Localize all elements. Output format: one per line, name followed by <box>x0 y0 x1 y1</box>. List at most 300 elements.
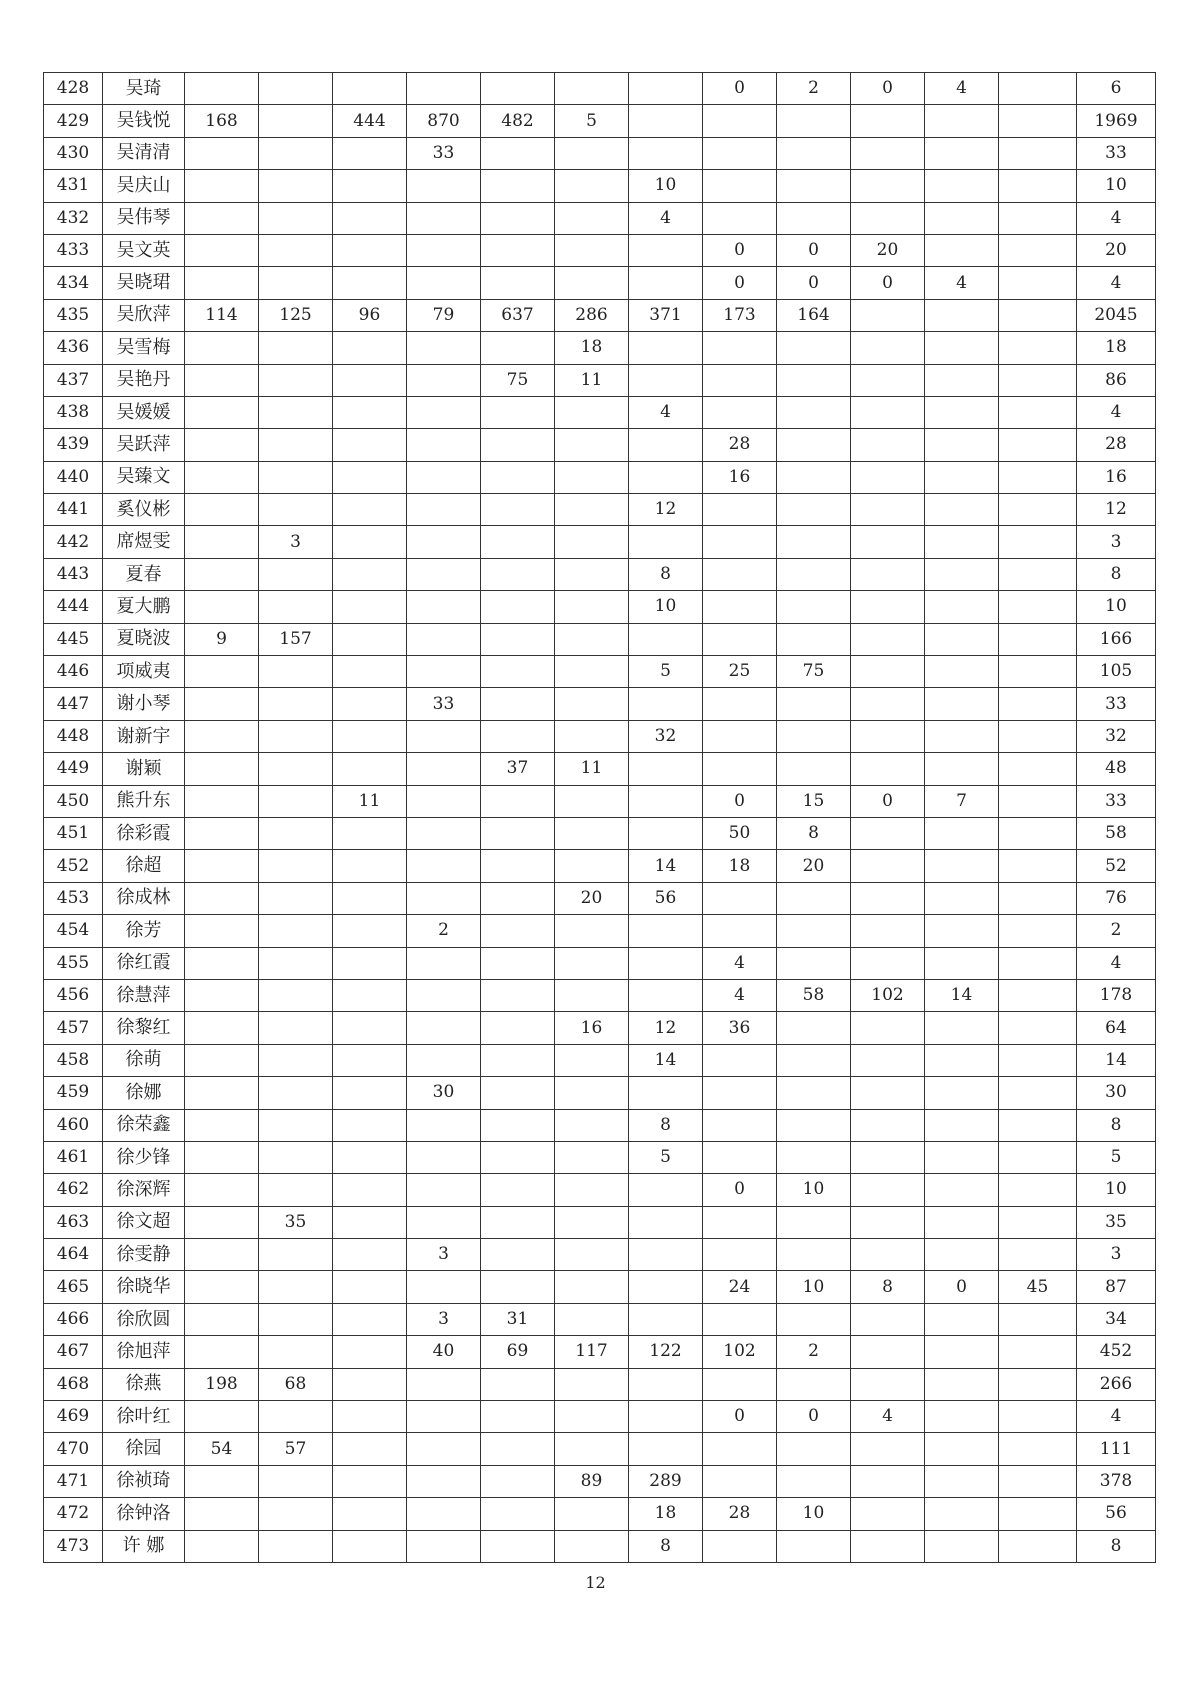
table-row <box>44 170 1156 202</box>
value-cell <box>407 1012 481 1044</box>
value-cell <box>259 1044 333 1076</box>
value-cell: 32 <box>629 720 703 752</box>
total-cell: 5 <box>1077 1141 1156 1173</box>
value-cell <box>333 817 407 849</box>
name-cell: 吴清清 <box>103 137 185 169</box>
row-number-cell: 458 <box>44 1044 103 1076</box>
value-cell <box>555 526 629 558</box>
value-cell <box>555 1206 629 1238</box>
value-cell <box>925 1077 999 1109</box>
value-cell <box>851 526 925 558</box>
value-cell <box>999 234 1077 266</box>
table-row <box>44 137 1156 169</box>
value-cell <box>851 1465 925 1497</box>
value-cell <box>851 396 925 428</box>
total-cell: 6 <box>1077 73 1156 105</box>
value-cell <box>925 494 999 526</box>
value-cell <box>703 105 777 137</box>
value-cell <box>851 720 925 752</box>
value-cell <box>999 1174 1077 1206</box>
value-cell: 289 <box>629 1465 703 1497</box>
value-cell: 11 <box>555 364 629 396</box>
value-cell <box>777 753 851 785</box>
value-cell <box>481 1498 555 1530</box>
table-row <box>44 299 1156 331</box>
value-cell <box>407 429 481 461</box>
value-cell <box>629 1077 703 1109</box>
value-cell <box>629 623 703 655</box>
total-cell: 8 <box>1077 1530 1156 1562</box>
value-cell <box>555 170 629 202</box>
value-cell <box>999 332 1077 364</box>
value-cell <box>185 1141 259 1173</box>
table-row <box>44 1401 1156 1433</box>
value-cell <box>333 494 407 526</box>
value-cell <box>333 1401 407 1433</box>
value-cell <box>555 73 629 105</box>
value-cell <box>407 1530 481 1562</box>
total-cell: 35 <box>1077 1206 1156 1238</box>
table-row <box>44 947 1156 979</box>
value-cell: 286 <box>555 299 629 331</box>
table-row <box>44 429 1156 461</box>
value-cell <box>925 1530 999 1562</box>
value-cell <box>999 947 1077 979</box>
name-cell: 项威夷 <box>103 656 185 688</box>
name-cell: 徐祯琦 <box>103 1465 185 1497</box>
value-cell <box>629 1401 703 1433</box>
value-cell <box>851 1109 925 1141</box>
value-cell <box>851 1498 925 1530</box>
value-cell <box>407 558 481 590</box>
value-cell: 33 <box>407 137 481 169</box>
total-cell: 266 <box>1077 1368 1156 1400</box>
row-number-cell: 448 <box>44 720 103 752</box>
value-cell <box>851 1336 925 1368</box>
value-cell <box>407 882 481 914</box>
total-cell: 16 <box>1077 461 1156 493</box>
total-cell: 10 <box>1077 170 1156 202</box>
value-cell <box>407 170 481 202</box>
value-cell <box>333 1433 407 1465</box>
value-cell: 75 <box>777 656 851 688</box>
value-cell <box>333 915 407 947</box>
value-cell <box>777 1368 851 1400</box>
value-cell <box>185 1109 259 1141</box>
value-cell <box>259 494 333 526</box>
total-cell: 48 <box>1077 753 1156 785</box>
value-cell <box>999 850 1077 882</box>
value-cell <box>333 656 407 688</box>
value-cell: 444 <box>333 105 407 137</box>
value-cell <box>407 785 481 817</box>
value-cell <box>407 591 481 623</box>
table-row <box>44 1465 1156 1497</box>
value-cell <box>925 1109 999 1141</box>
row-number-cell: 450 <box>44 785 103 817</box>
value-cell <box>999 461 1077 493</box>
value-cell: 3 <box>407 1239 481 1271</box>
value-cell <box>407 1401 481 1433</box>
total-cell: 33 <box>1077 688 1156 720</box>
value-cell <box>851 688 925 720</box>
value-cell <box>185 429 259 461</box>
value-cell: 8 <box>629 1530 703 1562</box>
value-cell <box>629 1433 703 1465</box>
total-cell: 64 <box>1077 1012 1156 1044</box>
name-cell: 吴欣萍 <box>103 299 185 331</box>
value-cell <box>925 1336 999 1368</box>
value-cell <box>259 591 333 623</box>
value-cell <box>481 623 555 655</box>
value-cell: 20 <box>777 850 851 882</box>
value-cell <box>259 1077 333 1109</box>
value-cell <box>999 1530 1077 1562</box>
value-cell: 0 <box>703 267 777 299</box>
value-cell <box>629 817 703 849</box>
value-cell <box>777 494 851 526</box>
value-cell <box>851 1433 925 1465</box>
value-cell <box>555 429 629 461</box>
value-cell <box>333 170 407 202</box>
value-cell <box>555 979 629 1011</box>
table-row <box>44 623 1156 655</box>
value-cell <box>185 915 259 947</box>
value-cell: 9 <box>185 623 259 655</box>
total-cell: 18 <box>1077 332 1156 364</box>
table-row <box>44 785 1156 817</box>
value-cell: 16 <box>703 461 777 493</box>
value-cell <box>185 1303 259 1335</box>
value-cell <box>703 396 777 428</box>
value-cell <box>185 234 259 266</box>
name-cell: 奚仪彬 <box>103 494 185 526</box>
value-cell <box>481 1109 555 1141</box>
value-cell <box>185 137 259 169</box>
data-table <box>43 72 1156 1563</box>
value-cell <box>925 526 999 558</box>
value-cell: 0 <box>777 267 851 299</box>
value-cell: 33 <box>407 688 481 720</box>
name-cell: 徐雯静 <box>103 1239 185 1271</box>
value-cell: 18 <box>703 850 777 882</box>
value-cell <box>703 558 777 590</box>
value-cell <box>259 73 333 105</box>
row-number-cell: 436 <box>44 332 103 364</box>
name-cell: 徐燕 <box>103 1368 185 1400</box>
value-cell <box>407 1465 481 1497</box>
value-cell: 54 <box>185 1433 259 1465</box>
value-cell <box>999 429 1077 461</box>
value-cell: 14 <box>629 1044 703 1076</box>
row-number-cell: 441 <box>44 494 103 526</box>
value-cell <box>703 753 777 785</box>
row-number-cell: 453 <box>44 882 103 914</box>
value-cell <box>333 137 407 169</box>
value-cell <box>703 364 777 396</box>
value-cell <box>703 1368 777 1400</box>
value-cell <box>629 526 703 558</box>
value-cell <box>259 1239 333 1271</box>
value-cell <box>259 882 333 914</box>
value-cell: 58 <box>777 979 851 1011</box>
value-cell: 4 <box>925 267 999 299</box>
value-cell <box>185 494 259 526</box>
total-cell: 10 <box>1077 1174 1156 1206</box>
value-cell <box>777 170 851 202</box>
value-cell <box>999 137 1077 169</box>
total-cell: 8 <box>1077 1109 1156 1141</box>
value-cell: 0 <box>851 73 925 105</box>
value-cell <box>481 785 555 817</box>
name-cell: 徐黎红 <box>103 1012 185 1044</box>
value-cell <box>481 688 555 720</box>
value-cell <box>333 591 407 623</box>
value-cell <box>629 461 703 493</box>
value-cell <box>925 1239 999 1271</box>
value-cell <box>999 720 1077 752</box>
value-cell: 168 <box>185 105 259 137</box>
name-cell: 徐旭萍 <box>103 1336 185 1368</box>
row-number-cell: 440 <box>44 461 103 493</box>
value-cell <box>481 591 555 623</box>
value-cell <box>333 1239 407 1271</box>
value-cell: 0 <box>703 73 777 105</box>
value-cell <box>777 526 851 558</box>
value-cell <box>703 202 777 234</box>
value-cell <box>555 817 629 849</box>
value-cell <box>333 526 407 558</box>
value-cell: 10 <box>629 591 703 623</box>
value-cell <box>777 1303 851 1335</box>
value-cell <box>407 1174 481 1206</box>
value-cell: 24 <box>703 1271 777 1303</box>
row-number-cell: 435 <box>44 299 103 331</box>
value-cell <box>333 623 407 655</box>
value-cell <box>925 202 999 234</box>
value-cell <box>777 1465 851 1497</box>
value-cell <box>555 1530 629 1562</box>
value-cell <box>481 1465 555 1497</box>
value-cell <box>481 1174 555 1206</box>
row-number-cell: 460 <box>44 1109 103 1141</box>
total-cell: 30 <box>1077 1077 1156 1109</box>
value-cell <box>703 623 777 655</box>
row-number-cell: 451 <box>44 817 103 849</box>
value-cell <box>999 1465 1077 1497</box>
value-cell <box>555 1077 629 1109</box>
value-cell <box>259 1465 333 1497</box>
value-cell <box>703 1077 777 1109</box>
value-cell <box>555 1401 629 1433</box>
value-cell <box>259 720 333 752</box>
name-cell: 徐超 <box>103 850 185 882</box>
value-cell <box>185 364 259 396</box>
value-cell <box>481 947 555 979</box>
name-cell: 夏晓波 <box>103 623 185 655</box>
total-cell: 4 <box>1077 202 1156 234</box>
value-cell: 68 <box>259 1368 333 1400</box>
value-cell <box>777 720 851 752</box>
page-number: 12 <box>585 1573 606 1592</box>
value-cell <box>333 396 407 428</box>
name-cell: 徐园 <box>103 1433 185 1465</box>
value-cell <box>629 915 703 947</box>
value-cell <box>259 234 333 266</box>
total-cell: 2045 <box>1077 299 1156 331</box>
value-cell: 35 <box>259 1206 333 1238</box>
value-cell <box>407 202 481 234</box>
name-cell: 熊升东 <box>103 785 185 817</box>
row-number-cell: 464 <box>44 1239 103 1271</box>
value-cell <box>259 1141 333 1173</box>
value-cell <box>777 137 851 169</box>
value-cell <box>185 1012 259 1044</box>
value-cell <box>851 364 925 396</box>
row-number-cell: 461 <box>44 1141 103 1173</box>
value-cell: 8 <box>777 817 851 849</box>
value-cell <box>851 105 925 137</box>
value-cell: 8 <box>629 1109 703 1141</box>
value-cell <box>777 332 851 364</box>
value-cell <box>185 170 259 202</box>
value-cell <box>777 202 851 234</box>
value-cell <box>851 656 925 688</box>
value-cell <box>851 1206 925 1238</box>
value-cell <box>407 267 481 299</box>
value-cell <box>777 1012 851 1044</box>
table-row <box>44 591 1156 623</box>
name-cell: 吴艳丹 <box>103 364 185 396</box>
table-row <box>44 720 1156 752</box>
row-number-cell: 465 <box>44 1271 103 1303</box>
value-cell <box>925 105 999 137</box>
value-cell: 37 <box>481 753 555 785</box>
name-cell: 徐红霞 <box>103 947 185 979</box>
value-cell <box>259 396 333 428</box>
row-number-cell: 459 <box>44 1077 103 1109</box>
value-cell <box>407 526 481 558</box>
name-cell: 谢小琴 <box>103 688 185 720</box>
value-cell <box>851 170 925 202</box>
value-cell <box>629 364 703 396</box>
name-cell: 夏大鹏 <box>103 591 185 623</box>
value-cell <box>259 688 333 720</box>
value-cell <box>999 1336 1077 1368</box>
value-cell <box>185 1401 259 1433</box>
value-cell <box>925 429 999 461</box>
value-cell <box>925 1044 999 1076</box>
table-body <box>44 73 1156 1563</box>
value-cell: 12 <box>629 1012 703 1044</box>
total-cell: 3 <box>1077 526 1156 558</box>
value-cell <box>555 1141 629 1173</box>
value-cell <box>851 202 925 234</box>
value-cell <box>851 753 925 785</box>
table-row <box>44 1530 1156 1562</box>
name-cell: 徐欣圆 <box>103 1303 185 1335</box>
value-cell <box>481 1077 555 1109</box>
name-cell: 吴跃萍 <box>103 429 185 461</box>
value-cell <box>999 364 1077 396</box>
value-cell <box>333 1271 407 1303</box>
value-cell <box>333 558 407 590</box>
table-row <box>44 267 1156 299</box>
total-cell: 10 <box>1077 591 1156 623</box>
value-cell <box>333 1174 407 1206</box>
value-cell <box>555 267 629 299</box>
value-cell: 5 <box>555 105 629 137</box>
value-cell <box>777 915 851 947</box>
total-cell: 8 <box>1077 558 1156 590</box>
value-cell <box>555 1368 629 1400</box>
value-cell <box>999 1433 1077 1465</box>
row-number-cell: 443 <box>44 558 103 590</box>
value-cell <box>777 364 851 396</box>
value-cell: 125 <box>259 299 333 331</box>
value-cell <box>629 947 703 979</box>
value-cell <box>333 429 407 461</box>
value-cell <box>851 1012 925 1044</box>
value-cell <box>555 1044 629 1076</box>
value-cell: 28 <box>703 1498 777 1530</box>
value-cell <box>999 1401 1077 1433</box>
value-cell <box>703 1044 777 1076</box>
total-cell: 378 <box>1077 1465 1156 1497</box>
value-cell <box>999 1498 1077 1530</box>
value-cell <box>999 105 1077 137</box>
value-cell: 637 <box>481 299 555 331</box>
value-cell: 114 <box>185 299 259 331</box>
total-cell: 166 <box>1077 623 1156 655</box>
value-cell <box>185 461 259 493</box>
value-cell <box>777 1206 851 1238</box>
value-cell <box>925 591 999 623</box>
value-cell <box>333 1109 407 1141</box>
value-cell <box>481 915 555 947</box>
value-cell <box>925 1498 999 1530</box>
value-cell: 4 <box>925 73 999 105</box>
value-cell: 173 <box>703 299 777 331</box>
name-cell: 徐深辉 <box>103 1174 185 1206</box>
row-number-cell: 434 <box>44 267 103 299</box>
row-number-cell: 467 <box>44 1336 103 1368</box>
value-cell: 870 <box>407 105 481 137</box>
value-cell <box>999 1012 1077 1044</box>
value-cell <box>999 526 1077 558</box>
value-cell <box>555 656 629 688</box>
value-cell <box>925 688 999 720</box>
total-cell: 105 <box>1077 656 1156 688</box>
table-row <box>44 915 1156 947</box>
value-cell <box>333 720 407 752</box>
value-cell <box>629 1206 703 1238</box>
value-cell <box>185 73 259 105</box>
value-cell <box>481 979 555 1011</box>
value-cell <box>703 526 777 558</box>
value-cell: 18 <box>555 332 629 364</box>
value-cell <box>851 947 925 979</box>
value-cell: 36 <box>703 1012 777 1044</box>
value-cell <box>777 1109 851 1141</box>
value-cell <box>333 1465 407 1497</box>
name-cell: 徐少锋 <box>103 1141 185 1173</box>
value-cell: 8 <box>629 558 703 590</box>
value-cell: 0 <box>851 267 925 299</box>
value-cell <box>185 817 259 849</box>
value-cell: 482 <box>481 105 555 137</box>
value-cell <box>703 1303 777 1335</box>
